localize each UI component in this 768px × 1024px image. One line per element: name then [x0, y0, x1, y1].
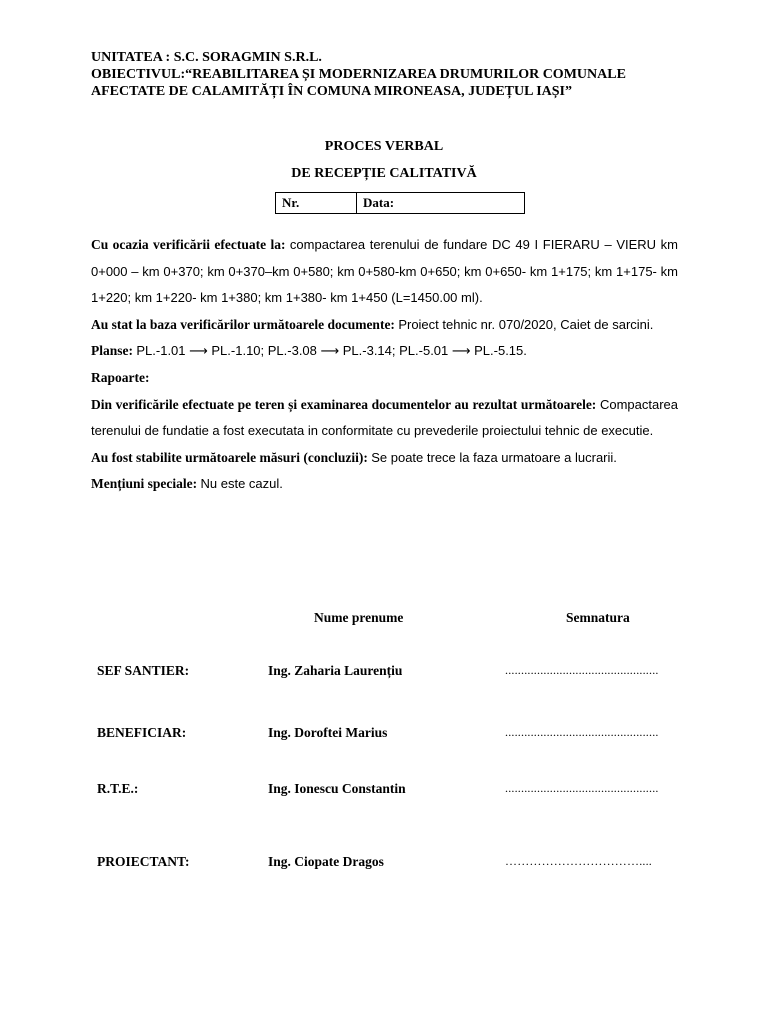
occasion-paragraph [91, 232, 678, 312]
documents-label: Au stat la baza verificărilor următoarele documente: [91, 316, 395, 332]
results-text: Compactarea terenului de fundatie a fost executata in conformitate cu prevederile proiectului tehnic de executie. [91, 396, 679, 439]
objective-line-2: AFECTATE DE CALAMITĂȚI ÎN COMUNA MIRONEASA, JUDEȚUL IAȘI” [91, 84, 572, 99]
measures-text: Se poate trece la faza urmatoare a lucrarii. [371, 449, 617, 465]
occasion-text: compactarea terenului de fundare DC 49 I FIERARU – VIERU km 0+000 – km 0+370; km 0+370–km 0+580; km 0+580-km 0+650; km 0+650- km 1+175; km 1+175- km 1+220; km 1+220- km 1+380; km 1+380- km 1+450 (L=1450.00 ml). [91, 237, 679, 306]
document-subtitle: DE RECEPȚIE CALITATIVĂ [291, 166, 477, 181]
mentions-label: Mențiuni speciale: [91, 476, 198, 492]
signature-role: SEF SANTIER: [97, 663, 190, 678]
signature-name: Ing. Ciopate Dragos [268, 854, 384, 869]
signature-line: ................................................ [505, 663, 659, 677]
documents-text: Proiect tehnic nr. 070/2020, Caiet de sarcini. [398, 316, 654, 332]
nr-cell: Nr. [276, 193, 357, 214]
plans-paragraph [91, 338, 678, 365]
signature-role: BENEFICIAR: [97, 725, 187, 740]
results-label: Din verificările efectuate pe teren și examinarea documentelor au rezultat următoarele: [91, 396, 597, 412]
name-column-header: Nume prenume [314, 610, 404, 625]
plans-label: Planse: [91, 343, 133, 359]
reports-paragraph [91, 365, 678, 392]
signature-line: ................................................ [505, 781, 659, 795]
report-body [91, 232, 678, 498]
number-date-table [275, 192, 525, 214]
signature-row [0, 725, 768, 745]
mentions-paragraph [91, 471, 678, 498]
signature-role: R.T.E.: [97, 781, 139, 796]
signature-role: PROIECTANT: [97, 854, 190, 869]
objective-line-1: OBIECTIVUL:“REABILITAREA ȘI MODERNIZAREA DRUMURILOR COMUNALE [91, 67, 626, 82]
signature-row [0, 663, 768, 683]
mentions-text: Nu este cazul. [200, 476, 283, 492]
measures-paragraph [91, 445, 678, 472]
occasion-label: Cu ocazia verificării efectuate la: [91, 237, 286, 252]
measures-label: Au fost stabilite următoarele măsuri (concluzii): [91, 449, 368, 465]
document-title: PROCES VERBAL [324, 139, 444, 154]
signature-name: Ing. Ionescu Constantin [268, 781, 406, 796]
signature-name: Ing. Doroftei Marius [268, 725, 388, 740]
reports-label: Rapoarte: [91, 369, 150, 385]
signature-column-header: Semnatura [566, 610, 630, 625]
plans-text: PL.-1.01 ⟶ PL.-1.10; PL.-3.08 ⟶ PL.-3.14; PL.-5.01 ⟶ PL.-5.15. [136, 343, 527, 359]
signature-row [0, 854, 768, 874]
date-cell: Data: [357, 193, 525, 214]
unit-line: UNITATEA : S.C. SORAGMIN S.R.L. [91, 50, 322, 65]
signature-row [0, 781, 768, 801]
signature-line: …………………………….... [505, 854, 652, 868]
signature-line: ................................................ [505, 725, 659, 739]
documents-paragraph [91, 312, 678, 339]
signature-name: Ing. Zaharia Laurențiu [268, 663, 403, 678]
results-paragraph [91, 392, 678, 445]
